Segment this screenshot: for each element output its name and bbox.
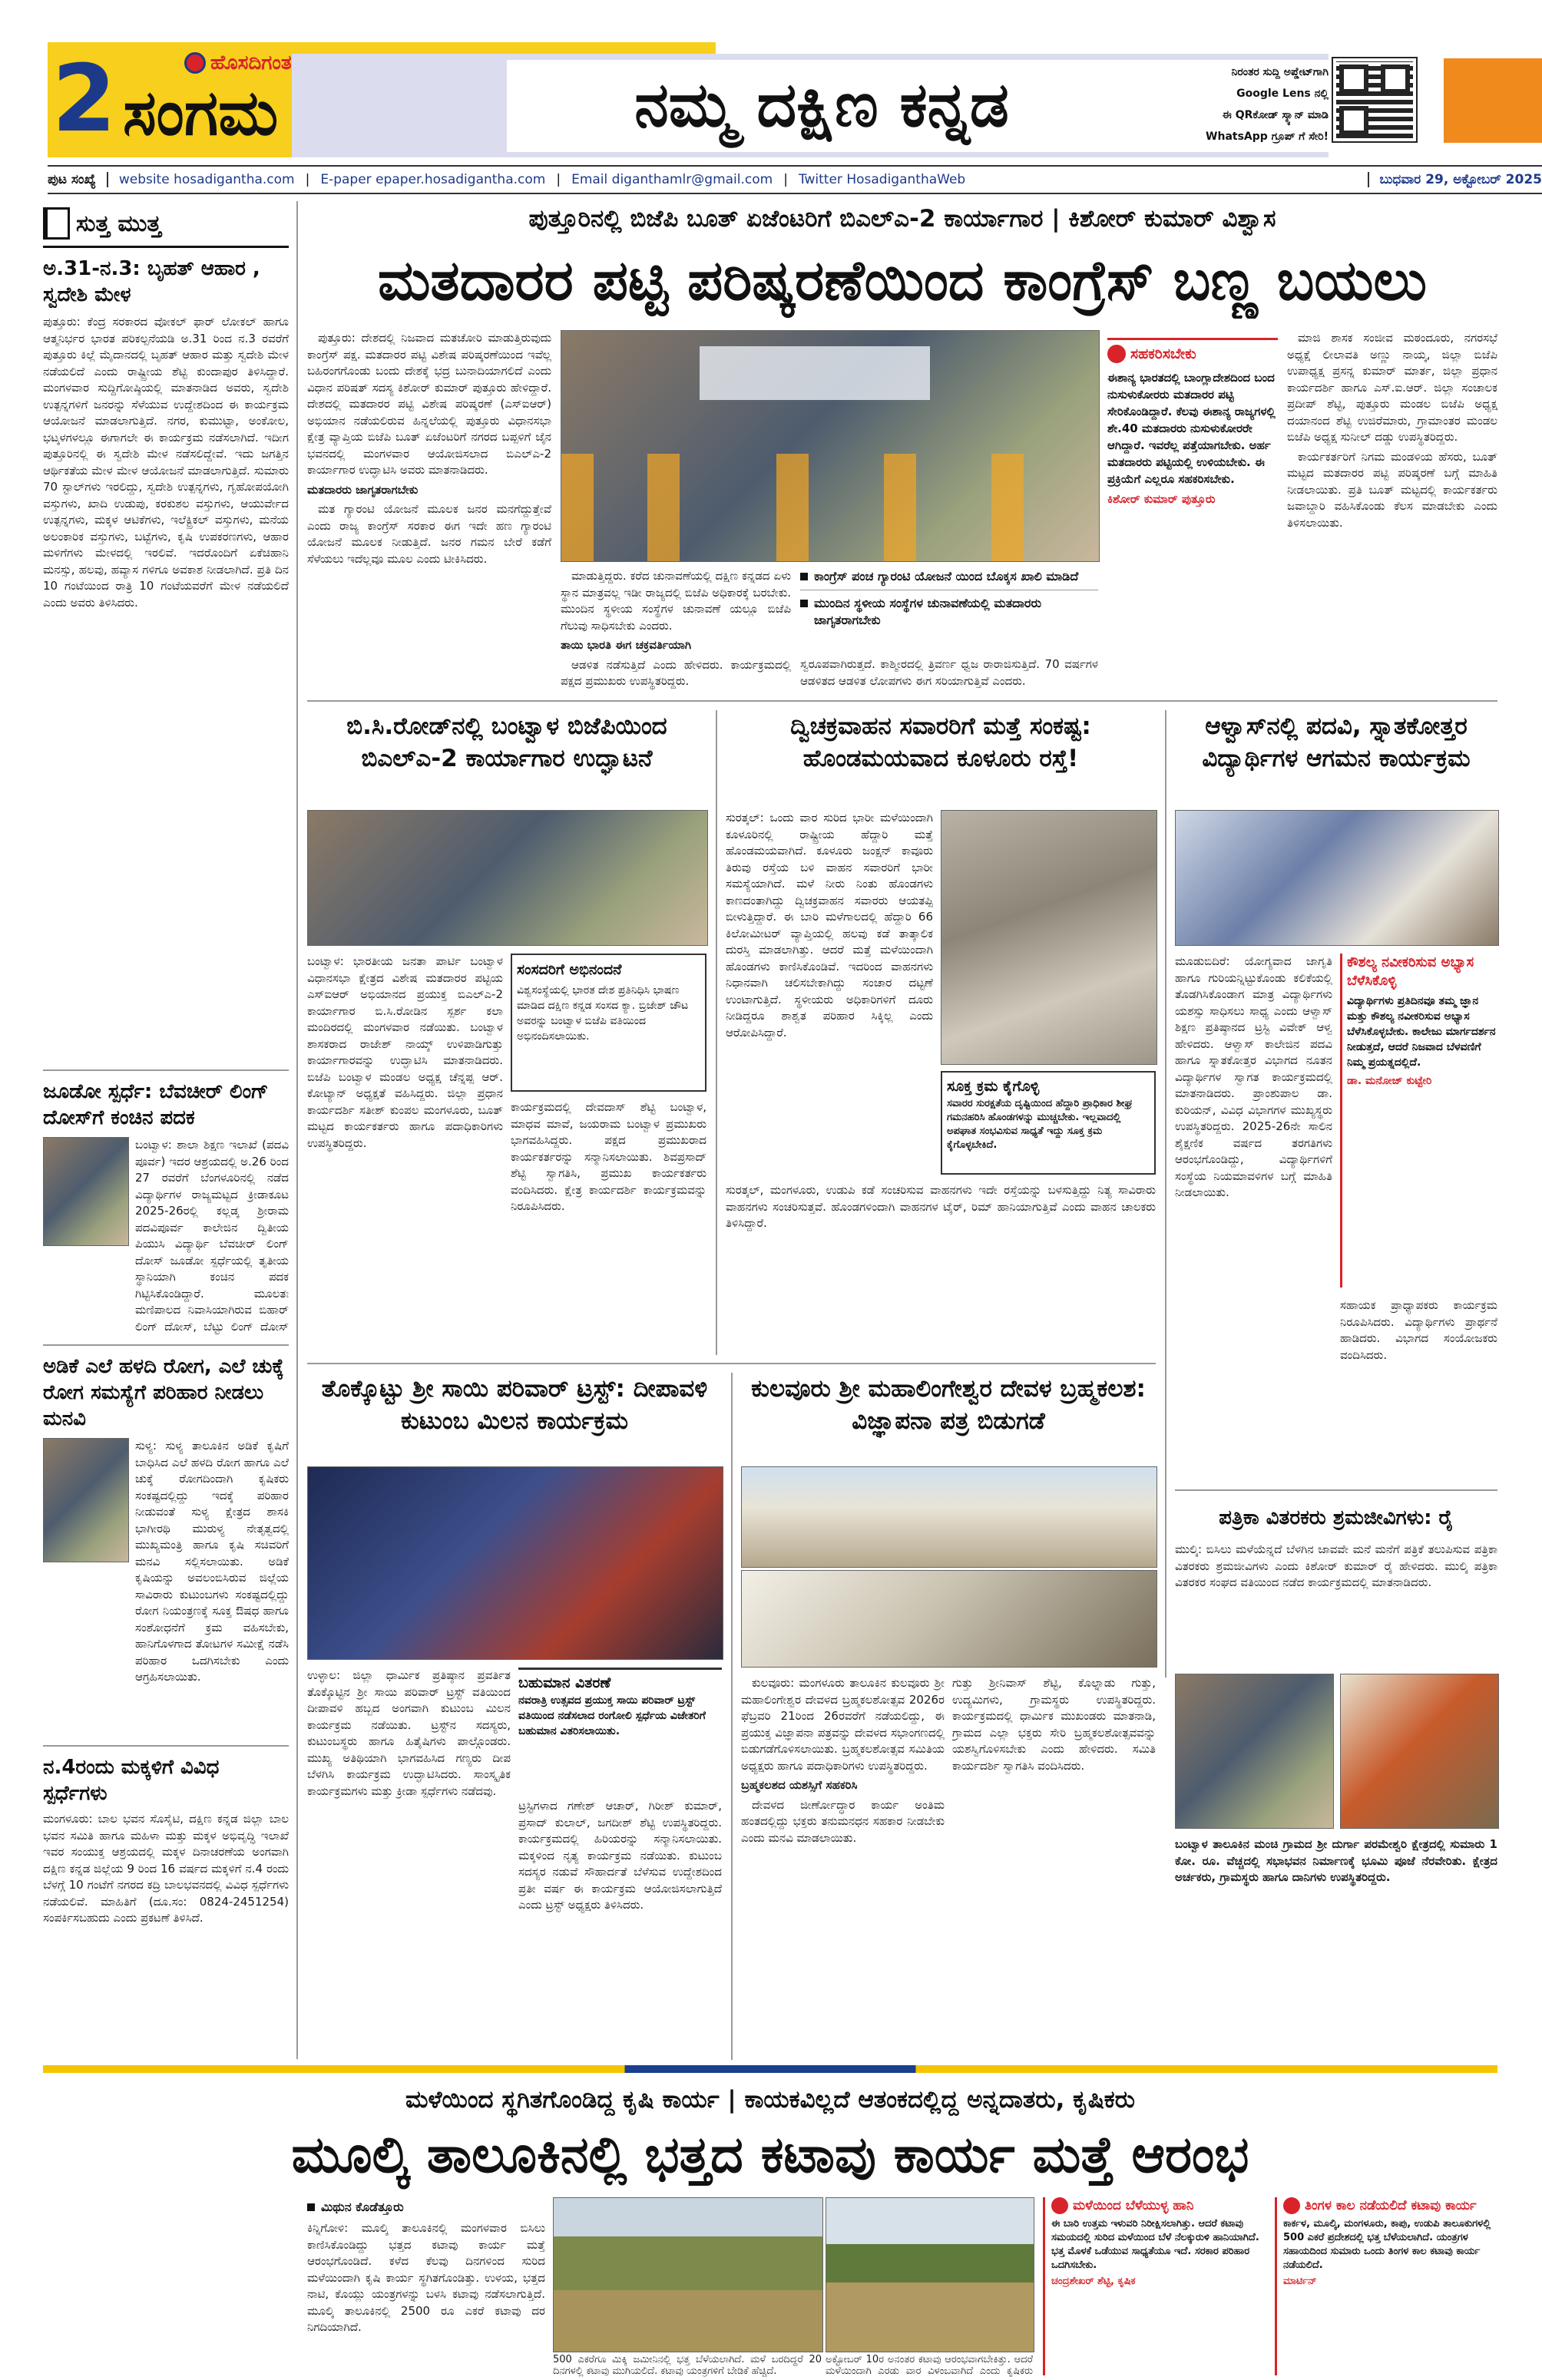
sidebar-story2-title: ಜೂಡೋ ಸ್ಪರ್ಧೆ: ಬೆವಚೀರ್ ಲಿಂಗ್ ದೋಸ್‌ಗೆ ಕಂಚಿನ ಪದಕ	[43, 1069, 289, 1131]
qr-promo: ನಿರಂತರ ಸುದ್ದಿ ಅಪ್ಡೇಟ್‌ಗಾಗಿ Google Lens ನಲ್ಲಿ ಈ QRಕೋಡ್ ಸ್ಕ್ಯಾನ್ ಮಾಡಿ WhatsApp ಗ್ರೂಪ್ ಗೆ ಸೇರಿ!	[1206, 66, 1329, 143]
sidebar-story3-body: ಸುಳ್ಯ: ಸುಳ್ಯ ತಾಲೂಕಿನ ಅಡಿಕೆ ಕೃಷಿಗೆ ಬಾಧಿಸಿದ ಎಲೆ ಹಳದಿ ರೋಗ ಹಾಗೂ ಎಲೆ ಚುಕ್ಕೆ ರೋಗದಿಂದಾಗಿ ಕೃಷಿಕರು ಸಂಕಷ್ಟದಲ್ಲಿದ್ದು ಇದಕ್ಕೆ ಪರಿಹಾರ ನೀಡುವಂತೆ ಸುಳ್ಯ ಕ್ಷೇತ್ರದ ಶಾಸಕಿ ಭಾಗೀರಥಿ ಮುರುಳ್ಯ ನೇತೃತ್ವದಲ್ಲಿ ಮುಖ್ಯಮಂತ್ರಿ ಹಾಗೂ ಕೃಷಿ ಸಚಿವರಿಗೆ ಮನವಿ ಸಲ್ಲಿಸಲಾಯಿತು. ಅಡಿಕೆ ಕೃಷಿಯನ್ನು ಅವಲಂಬಿಸಿರುವ ಜಿಲ್ಲೆಯ ಸಾವಿರಾರು ಕುಟುಂಬಗಳು ಸಂಕಷ್ಟದಲ್ಲಿದ್ದು ರೋಗ ನಿಯಂತ್ರಣಕ್ಕೆ ಸೂಕ್ತ ಔಷಧ ಹಾಗೂ ಸಂಶೋಧನೆಗೆ ಕ್ರಮ ವಹಿಸಬೇಕು, ಹಾನಿಗೊಳಗಾದ ತೋಟಗಳ ಸಮೀಕ್ಷೆ ನಡೆಸಿ ಪರಿಹಾರ ಒದಗಿಸಬೇಕು ಎಂದು ಆಗ್ರಹಿಸಲಾಯಿತು.	[135, 1439, 289, 1684]
bullet-square-icon	[800, 600, 808, 607]
bottom-col2: 500 ಎಕರೆಗೂ ಮಿಕ್ಕಿ ಜಮೀನಿನಲ್ಲಿ ಭತ್ತ ಬೆಳೆಯಲಾಗಿದೆ. ಮಳೆ ಬರದಿದ್ದರೆ 20 ದಿನಗಳಲ್ಲಿ ಕಟಾವು ಮುಗಿಯಲಿದೆ. ಕಟಾವು ಯಂತ್ರಗಳಿಗೆ ಬೇಡಿಕೆ ಹೆಚ್ಚಿದೆ.	[553, 2354, 822, 2377]
sidebar-story2-body: ಬಂಟ್ವಾಳ: ಶಾಲಾ ಶಿಕ್ಷಣ ಇಲಾಖೆ (ಪದವಿ ಪೂರ್ವ) ಇದರ ಆಶ್ರಯದಲ್ಲಿ ಅ.26 ರಿಂದ 27 ರವರೆಗೆ ಬೆಂಗಳೂರಿನಲ್ಲಿ ನಡೆದ ವಿದ್ಯಾರ್ಥಿಗಳ ರಾಜ್ಯಮಟ್ಟದ ಕ್ರೀಡಾಕೂಟ 2025-26ರಲ್ಲಿ ಕಲ್ಲಡ್ಕ ಶ್ರೀರಾಮ ಪದವಿಪೂರ್ವ ಕಾಲೇಜಿನ ದ್ವಿತೀಯ ಪಿಯುಸಿ ವಿದ್ಯಾರ್ಥಿ ಬೆವಚೀರ್ ಲಿಂಗ್ ದೋಸ್ ಜೂಡೋ ಸ್ಪರ್ಧೆಯಲ್ಲಿ ತೃತೀಯ ಸ್ಥಾನಿಯಾಗಿ ಕಂಚಿನ ಪದಕ ಗಿಟ್ಟಿಸಿಕೊಂಡಿದ್ದಾರೆ. ಮೂಲತಃ ಮಣಿಪಾಲದ ನಿವಾಸಿಯಾಗಿರುವ ಬಿಹಾರ್ ಲಿಂಗ್ ದೋಸ್, ಬೆಟ್ಟು ಲಿಂಗ್ ದೋಸ್	[135, 1138, 289, 1334]
bottom-box1: ಮಳೆಯಿಂದ ಬೆಳೆಯುಳ್ಳ ಹಾನಿ ಈ ಬಾರಿ ಉತ್ತಮ ಇಳುವರಿ ನಿರೀಕ್ಷಿಸಲಾಗಿತ್ತು. ಆದರೆ ಕಟಾವು ಸಮಯದಲ್ಲಿ ಸುರಿದ ಮಳೆಯಿಂದ ಬೆಳೆ ನೆಲಕ್ಕುರುಳಿ ಹಾನಿಯಾಗಿದೆ. ಭತ್ತ ಮೊಳಕೆ ಒಡೆಯುವ ಸಾಧ್ಯತೆಯೂ ಇದೆ. ಸರಕಾರ ಪರಿಹಾರ ಒದಗಿಸಬೇಕು. ಚಂದ್ರಶೇಖರ್ ಶೆಟ್ಟಿ, ಕೃಷಿಕ	[1043, 2197, 1266, 2375]
bc-box: ಸಂಸದರಿಗೆ ಅಭಿನಂದನೆ ವಿಶ್ವಸಂಸ್ಥೆಯಲ್ಲಿ ಭಾರತ ದೇಶ ಪ್ರತಿನಿಧಿಸಿ ಭಾಷಣ ಮಾಡಿದ ದಕ್ಷಿಣ ಕನ್ನಡ ಸಂಸದ ಕ್ಯಾ. ಬ್ರಿಜೇಶ್ ಚೌಟ ಅವರನ್ನು ಬಂಟ್ವಾಳ ಬಿಜೆಪಿ ವತಿಯಿಂದ ಅಭಿನಂದಿಸಲಾಯಿತು.	[511, 954, 706, 1092]
quote-icon	[1283, 2197, 1300, 2214]
alvas-body: ಮೂಡುಬಿದಿರೆ: ಯೋಗ್ಯವಾದ ಜಾಗೃತಿ ಹಾಗೂ ಗುರಿಯನ್ನಿಟ್ಟುಕೊಂಡು ಕಲಿಕೆಯಲ್ಲಿ ತೊಡಗಿಸಿಕೊಂಡಾಗ ಮಾತ್ರ ವಿದ್ಯಾರ್ಥಿಗಳು ಯಶಸ್ಸು ಸಾಧಿಸಲು ಸಾಧ್ಯ ಎಂದು ಆಳ್ವಾಸ್ ಶಿಕ್ಷಣ ಪ್ರತಿಷ್ಠಾನದ ಟ್ರಸ್ಟಿ ವಿವೇಕ್ ಆಳ್ವ ಹೇಳಿದರು. ಆಳ್ವಾಸ್ ಕಾಲೇಜಿನ ಪದವಿ ಹಾಗೂ ಸ್ನಾತಕೋತ್ತರ ವಿಭಾಗದ ನೂತನ ವಿದ್ಯಾರ್ಥಿಗಳ ಸ್ವಾಗತ ಕಾರ್ಯಕ್ರಮದಲ್ಲಿ ಮಾತನಾಡಿದರು. ಪ್ರಾಂಶುಪಾಲ ಡಾ. ಕುರಿಯನ್, ವಿವಿಧ ವಿಭಾಗಗಳ ಮುಖ್ಯಸ್ಥರು ಉಪಸ್ಥಿತರಿದ್ದರು. 2025-26ನೇ ಸಾಲಿನ ಶೈಕ್ಷಣಿಕ ವರ್ಷದ ತರಗತಿಗಳು ಆರಂಭಗೊಂಡಿದ್ದು, ವಿದ್ಯಾರ್ಥಿಗಳಿಗೆ ಸಂಸ್ಥೆಯ ನಿಯಮಾವಳಿಗಳ ಬಗ್ಗೆ ಮಾಹಿತಿ ನೀಡಲಾಯಿತು.	[1175, 954, 1332, 1199]
info-line: ಪುಟ ಸಂಖ್ಯೆ website hosadigantha.com | E-paper epaper.hosadigantha.com | Email diganthamlr@gmail.com | Twitter HosadiganthaWeb ಬುಧವಾರ 29, ಅಕ್ಟೋಬರ್ 2025	[48, 165, 1542, 194]
bottom-byline: ಮಿಥುನ ಕೊಡೆತ್ತೂರು	[307, 2197, 553, 2217]
judo-athlete-photo	[43, 1137, 129, 1246]
tokkottu-photo	[307, 1466, 723, 1660]
website-link[interactable]: website hosadigantha.com	[118, 172, 295, 187]
road-body2: ಸುರತ್ಕಲ್, ಮಂಗಳೂರು, ಉಡುಪಿ ಕಡೆ ಸಂಚರಿಸುವ ವಾಹನಗಳು ಇದೇ ರಸ್ತೆಯನ್ನು ಬಳಸುತ್ತಿದ್ದು ನಿತ್ಯ ಸಾವಿರಾರು ವಾಹನಗಳು ಸಂಚರಿಸುತ್ತವೆ. ಹೊಂಡಗಳಿಂದಾಗಿ ವಾಹನಗಳ ಟೈರ್, ರಿಮ್ ಹಾನಿಯಾಗುತ್ತಿವೆ ಎಂದು ವಾಹನ ಚಾಲಕರು ತಿಳಿಸಿದ್ದಾರೆ.	[726, 1183, 1156, 1230]
alvas-headline: ಆಳ್ವಾಸ್‌ನಲ್ಲಿ ಪದವಿ, ಸ್ನಾತಕೋತ್ತರ ವಿದ್ಯಾರ್ಥಿಗಳ ಆಗಮನ ಕಾರ್ಯಕ್ರಮ	[1202, 712, 1471, 772]
sidebar-story1-title: ಅ.31-ನ.3: ಬೃಹತ್ ಆಹಾರ , ಸ್ವದೇಶಿ ಮೇಳ	[43, 257, 260, 306]
patrika-body: ಮುಲ್ಕಿ: ಬಿಸಿಲು ಮಳೆಯೆನ್ನದೆ ಬೆಳಗಿನ ಜಾವವೇ ಮನೆ ಮನೆಗೆ ಪತ್ರಿಕೆ ತಲುಪಿಸುವ ಪತ್ರಿಕಾ ವಿತರಕರು ಶ್ರಮಜೀವಿಗಳು ಎಂದು ಕಿಶೋರ್ ಕುಮಾರ್ ರೈ ಹೇಳಿದರು. ಮುಲ್ಕಿ ಪತ್ರಿಕಾ ವಿತರಕರ ಸಂಘದ ವತಿಯಿಂದ ನಡೆದ ಕಾರ್ಯಕ್ರಮದಲ್ಲಿ ಮಾತನಾಡಿದರು.	[1175, 1542, 1497, 1589]
bottom-col1: ಕಿನ್ನಿಗೋಳಿ: ಮೂಲ್ಕಿ ತಾಲೂಕಿನಲ್ಲಿ ಮಂಗಳವಾರ ಬಿಸಿಲು ಕಾಣಿಸಿಕೊಂಡಿದ್ದು ಭತ್ತದ ಕಟಾವು ಕಾರ್ಯ ಮತ್ತೆ ಆರಂಭಗೊಂಡಿದೆ. ಕಳೆದ ಕೆಲವು ದಿನಗಳಿಂದ ಸುರಿದ ಮಳೆಯಿಂದಾಗಿ ಕೃಷಿ ಕಾರ್ಯ ಸ್ಥಗಿತಗೊಂಡಿತ್ತು. ಉಳಯ, ಭತ್ತದ ನಾಟಿ, ಕೊಯ್ಲು ಯಂತ್ರಗಳನ್ನು ಬಳಸಿ ಕಟಾವು ನಡೆಸಲಾಗುತ್ತಿದೆ. ಮೂಲ್ಕಿ ತಾಲೂಕಿನಲ್ಲಿ 2500 ರೂ ಎಕರೆ ಕಟಾವು ದರ ನಿಗದಿಯಾಗಿದೆ.	[307, 2221, 545, 2334]
lead-photo-workshop	[561, 330, 1100, 562]
sidebar-story4-body: ಮಂಗಳೂರು: ಬಾಲ ಭವನ ಸೊಸೈಟಿ, ದಕ್ಷಿಣ ಕನ್ನಡ ಜಿಲ್ಲಾ ಬಾಲ ಭವನ ಸಮಿತಿ ಹಾಗೂ ಮಹಿಳಾ ಮತ್ತು ಮಕ್ಕಳ ಅಭಿವೃದ್ಧಿ ಇಲಾಖೆ ಇವರ ಸಂಯುಕ್ತ ಆಶ್ರಯದಲ್ಲಿ ಮಕ್ಕಳ ದಿನಾಚರಣೆಯ ಅಂಗವಾಗಿ ದಕ್ಷಿಣ ಕನ್ನಡ ಜಿಲ್ಲೆಯ 9 ರಿಂದ 16 ವರ್ಷದ ಮಕ್ಕಳಿಗೆ ನ.4 ರಂದು ಬೆಳಗ್ಗೆ 10 ಗಂಟೆಗೆ ನಗರದ ಕದ್ರಿ ಬಾಲಭವನದಲ್ಲಿ ವಿವಿಧ ಸ್ಪರ್ಧೆಗಳು ನಡೆಯಲಿವೆ. ಮಾಹಿತಿಗೆ (ದೂ.ಸಂ: 0824-2451254) ಸಂಪರ್ಕಿಸಬಹುದು ಎಂದು ಪ್ರಕಟಣೆ ತಿಳಿಸಿದೆ.	[43, 1812, 289, 1925]
row2-rule2	[1165, 710, 1166, 1678]
book-icon	[43, 207, 70, 240]
tokkottu-col2: ಟ್ರಸ್ಟಿಗಳಾದ ಗಣೇಶ್ ಆಚಾರ್, ಗಿರೀಶ್ ಕುಮಾರ್, ಪ್ರಸಾದ್ ಕುಲಾಲ್, ಜಗದೀಶ್ ಶೆಟ್ಟಿ ಉಪಸ್ಥಿತರಿದ್ದರು. ಕಾರ್ಯಕ್ರಮದಲ್ಲಿ ಹಿರಿಯರನ್ನು ಸನ್ಮಾನಿಸಲಾಯಿತು. ಮಕ್ಕಳಿಂದ ನೃತ್ಯ ಕಾರ್ಯಕ್ರಮ ನಡೆಯಿತು. ಕುಟುಂಬ ಸದಸ್ಯರ ನಡುವೆ ಸೌಹಾರ್ದತೆ ಬೆಳೆಸುವ ಉದ್ದೇಶದಿಂದ ಪ್ರತೀ ವರ್ಷ ಈ ಕಾರ್ಯಕ್ರಮ ಆಯೋಜಿಸಲಾಗುತ್ತಿದೆ ಎಂದು ಟ್ರಸ್ಟ್ ಅಧ್ಯಕ್ಷರು ತಿಳಿಸಿದರು.	[518, 1799, 722, 1912]
epaper-link[interactable]: E-paper epaper.hosadigantha.com	[320, 172, 546, 187]
kulavoor-col2: ಗುತ್ತು ಶ್ರೀನಿವಾಸ್ ಶೆಟ್ಟಿ, ಕೊಲ್ನಾಡು ಗುತ್ತು, ಉದ್ಯಮಿಗಳು, ಗ್ರಾಮಸ್ಥರು ಉಪಸ್ಥಿತರಿದ್ದರು. ಕಾರ್ಯಕ್ರಮದಲ್ಲಿ ಧಾರ್ಮಿಕ ಮುಖಂಡರು ಮಾತನಾಡಿ, ಗ್ರಾಮದ ಎಲ್ಲಾ ಭಕ್ತರು ಸೇರಿ ಬ್ರಹ್ಮಕಲಶೋತ್ಸವವನ್ನು ಯಶಸ್ವಿಗೊಳಿಸಬೇಕು ಎಂದು ಹೇಳಿದರು. ಸಮಿತಿ ಕಾರ್ಯದರ್ಶಿ ಸ್ವಾಗತಿಸಿ ವಂದಿಸಿದರು.	[952, 1676, 1156, 1773]
lead-col2: ಮಾಡುತ್ತಿದ್ದರು. ಕರೆದ ಚುನಾವಣೆಯಲ್ಲಿ ದಕ್ಷಿಣ ಕನ್ನಡದ ಏಳು ಸ್ಥಾನ ಮಾತ್ರವಲ್ಲ ಇಡೀ ರಾಜ್ಯದಲ್ಲಿ ಬಿಜೆಪಿ ಅಧಿಕಾರಕ್ಕೆ ಬರಬೇಕು. ಮುಂದಿನ ಸ್ಥಳೀಯ ಸಂಸ್ಥೆಗಳ ಚುನಾವಣೆ ಯಲ್ಲೂ ಬಿಜೆಪಿ ಗೆಲುವು ಸಾಧಿಸಬೇಕು ಎಂದರು. ತಾಯಿ ಭಾರತಿ ಈಗ ಚಕ್ರವರ್ತಿಯಾಗಿ ಆಡಳಿತ ನಡೆಸುತ್ತಿದೆ ಎಂದು ಹೇಳಿದರು. ಕಾರ್ಯಕ್ರಮದಲ್ಲಿ ಪಕ್ಷದ ಪ್ರಮುಖರು ಉಪಸ್ಥಿತರಿದ್ದರು.	[561, 569, 791, 688]
section-name: ಸಂಗಮ	[123, 77, 279, 150]
sidebar-story1-body: ಪುತ್ತೂರು: ಕೆಂದ್ರ ಸರಕಾರದ ವೋಕಲ್ ಫಾರ್ ಲೋಕಲ್ ಹಾಗೂ ಆತ್ಮನಿರ್ಭರ ಭಾರತ ಪರಿಕಲ್ಪನೆಯಡಿ ಅ.31 ರಿಂದ ನ.3 ರವರೆಗೆ ಪುತ್ತೂರು ಕಿಲ್ಲೆ ಮೈದಾನದಲ್ಲಿ ಬೃಹತ್ ಆಹಾರ ಮತ್ತು ಸ್ವದೇಶಿ ಮೇಳ ನಡೆಯಲಿದೆ ಎಂದು ರಾಷ್ಟ್ರೀಯ ಶೆಟ್ಟಿ ಕುಂದಾಪುರ ತಿಳಿಸಿದ್ದಾರೆ. ಮಂಗಳವಾರ ಸುದ್ದಿಗೋಷ್ಠಿಯಲ್ಲಿ ಮಾತನಾಡಿದ ಅವರು, ಸ್ವದೇಶಿ ಉತ್ಪನ್ನಗಳಿಗೆ ಜನರನ್ನು ಸೆಳೆಯುವ ಉದ್ದೇಶದಿಂದ ಈ ಕಾರ್ಯಕ್ರಮ ಆಯೋಜನೆ ಮಾಡಲಾಗುತ್ತಿದೆ. ನಗರ, ಕುಮುಟ್ಟಾ, ಅಂಕೋಲ, ಭಟ್ಕಳಗಳಲ್ಲೂ ಈಗಾಗಲೇ ಈ ಕಾರ್ಯಕ್ರಮ ನಡೆಸಲಾಗಿದೆ. ಇದೀಗ ಪುತ್ತೂರಿನಲ್ಲಿ ಈ ಸ್ವದೇಶಿ ಮೇಳ ನಡೆಸಲಿದ್ದೇವೆ. ಇದು ಜಗತ್ತಿನ ಆರ್ಥಿಕತೆಯ ಮೇಳ ಮೇಳ ಆಯೋಜನೆ ಮಾಡಲಾಗುತ್ತಿದೆ. ಸುಮಾರು 70 ಸ್ಟಾಲ್‌ಗಳು ಇರಲಿದ್ದು, ಸ್ವದೇಶಿ ಉತ್ಪನ್ನಗಳು, ಗೃಹೋಪಯೋಗಿ ವಸ್ತುಗಳು, ಖಾದಿ ಉಡುಪು, ಕರಕುಶಲ ವಸ್ತುಗಳು, ಆಯುರ್ವೇದ ಉತ್ಪನ್ನಗಳು, ಮಕ್ಕಳ ಆಟಿಕೆಗಳು, ಇಲೆಕ್ಟ್ರಿಕಲ್ ವಸ್ತುಗಳು, ಮನೆಯ ಅಲಂಕಾರಿಕ ವಸ್ತುಗಳು, ಬಟ್ಟೆಗಳು, ಕೃಷಿ ಉಪಕರಣಗಳು, ಆಹಾರ ಮಳಿಗೆಗಳು ಮೇಳದಲ್ಲಿ ಇರಲಿವೆ. ಇದರೊಂದಿಗೆ ಏಕೆಚಿಹಾನಿ ಮನಸ್ಸು, ಹಲವು, ಹವ್ಯಾಸ ಗಳಿಗೂ ಅವಕಾಶ ನೀಡಲಾಗಿದೆ. ಪ್ರತಿ ದಿನ 10 ಗಂಟೆಯಿಂದ ರಾತ್ರಿ 10 ಗಂಟೆಯವರೆಗೆ ಮೇಳ ನಡೆಯಲಿದೆ ಎಂದು ಅವರು ತಿಳಿಸಿದರು.	[43, 315, 289, 610]
memorandum-photo	[43, 1438, 129, 1562]
sidebar-rule	[296, 201, 298, 2059]
bottom-kicker: ಮಳೆಯಿಂದ ಸ್ಥಗಿತಗೊಂಡಿದ್ದ ಕೃಷಿ ಕಾರ್ಯ | ಕಾಯಕವಿಲ್ಲದೆ ಆತಂಕದಲ್ಲಿದ್ದ ಅನ್ನದಾತರು, ಕೃಷಿಕರು	[405, 2086, 1136, 2114]
lead-headline: ಮತದಾರರ ಪಟ್ಟಿ ಪರಿಷ್ಕರಣೆಯಿಂದ ಕಾಂಗ್ರೆಸ್ ಬಣ್ಣ ಬಯಲು	[377, 248, 1428, 312]
quote-icon	[1051, 2197, 1068, 2214]
qr-code[interactable]	[1333, 58, 1416, 141]
road-body: ಸುರತ್ಕಲ್: ಒಂದು ವಾರ ಸುರಿದ ಭಾರೀ ಮಳೆಯಿಂದಾಗಿ ಕೂಳೂರಿನಲ್ಲಿ ರಾಷ್ಟ್ರೀಯ ಹೆದ್ದಾರಿ ಮತ್ತೆ ಹೊಂಡಮಯವಾಗಿದೆ. ಕೂಳೂರು ಜಂಕ್ಷನ್ ಕಾವೂರು ತಿರುವು ರಸ್ತೆಯ ಬಳಿ ವಾಹನ ಸವಾರರಿಗೆ ಭಾರೀ ಸಮಸ್ಯೆಯಾಗಿದೆ. ಮಳೆ ನೀರು ನಿಂತು ಹೊಂಡಗಳು ಕಾಣದಂತಾಗಿದ್ದು ದ್ವಿಚಕ್ರವಾಹನ ಸವಾರರು ಆಯತಪ್ಪಿ ಬೀಳುತ್ತಿದ್ದಾರೆ. ಈ ಬಾರಿ ಮಳೆಗಾಲದಲ್ಲಿ ಹೆದ್ದಾರಿ 66 ಕಿಲೋಮೀಟರ್ ವ್ಯಾಪ್ತಿಯಲ್ಲಿ ಹಲವು ಕಡೆ ತಾತ್ಕಾಲಿಕ ದುರಸ್ತಿ ಮಾಡಲಾಗಿತ್ತು. ಆದರೆ ಮತ್ತೆ ಮಳೆಯಿಂದಾಗಿ ಹೊಂಡಗಳು ಕಾಣಿಸಿಕೊಂಡಿವೆ. ಇದರಿಂದ ವಾಹನಗಳು ನಿಧಾನವಾಗಿ ಚಲಿಸಬೇಕಾಗಿದ್ದು ಸಂಚಾರ ದಟ್ಟಣೆ ಉಂಟಾಗುತ್ತಿದೆ. ಸ್ಥಳೀಯರು ಅಧಿಕಾರಿಗಳಿಗೆ ದೂರು ನೀಡಿದ್ದರೂ ಶಾಶ್ವತ ಪರಿಹಾರ ಸಿಕ್ಕಿಲ್ಲ ಎಂದು ಆರೋಪಿಸಿದ್ದಾರೆ.	[726, 811, 933, 1040]
patrika-photo-left	[1175, 1674, 1334, 1829]
alvas-box: ಕೌಶಲ್ಯ ನವೀಕರಿಸುವ ಅಭ್ಯಾಸ ಬೆಳೆಸಿಕೊಳ್ಳಿ ವಿದ್ಯಾರ್ಥಿಗಳು ಪ್ರತಿದಿನವೂ ತಮ್ಮ ಜ್ಞಾನ ಮತ್ತು ಕೌಶಲ್ಯ ನವೀಕರಿಸುವ ಅಭ್ಯಾಸ ಬೆಳೆಸಿಕೊಳ್ಳಬೇಕು. ಕಾಲೇಜು ಮಾರ್ಗದರ್ಶನ ನೀಡುತ್ತದೆ, ಆದರೆ ನಿಜವಾದ ಬೆಳವಣಿಗೆ ನಿಮ್ಮ ಪ್ರಯತ್ನದಲ್ಲಿದೆ. ಡಾ. ಮನೋಜ್ ಕುಟ್ಟೇರಿ	[1340, 954, 1497, 1288]
section-divider-band	[43, 2065, 1497, 2073]
bottom-headline: ಮೂಲ್ಕಿ ತಾಲೂಕಿನಲ್ಲಿ ಭತ್ತದ ಕಟಾವು ಕಾರ್ಯ ಮತ್ತೆ ಆರಂಭ	[291, 2125, 1249, 2184]
patrika-headline: ಪತ್ರಿಕಾ ವಿತರಕರು ಶ್ರಮಜೀವಿಗಳು: ರೈ	[1219, 1506, 1454, 1529]
lead-bottom-rule	[307, 700, 1497, 702]
lead-callout: ಸಹಕರಿಸಬೇಕು ಈಶಾನ್ಯ ಭಾರತದಲ್ಲಿ ಬಾಂಗ್ಲಾದೇಶದಿಂದ ಬಂದ ನುಸುಳುಕೋರರು ಮತದಾರರ ಪಟ್ಟಿ ಸೇರಿಕೊಂಡಿದ್ದಾರೆ. ಕೆಲವು ಈಶಾನ್ಯ ರಾಜ್ಯಗಳಲ್ಲಿ ಶೇ.40 ಮತದಾರರು ನುಸುಳುಕೋರರೇ ಆಗಿದ್ದಾರೆ. ಇವರೆಲ್ಲ ಪತ್ತೆಯಾಗಬೇಕು. ಅರ್ಹ ಮತದಾರರು ಪಟ್ಟಿಯಲ್ಲಿ ಉಳಿಯಬೇಕು. ಈ ಪ್ರಕ್ರಿಯೆಗೆ ಎಲ್ಲರೂ ಸಹಕರಿಸಬೇಕು. ಕಿಶೋರ್ ಕುಮಾರ್ ಪುತ್ತೂರು	[1107, 338, 1278, 693]
tokkottu-box: ಬಹುಮಾನ ವಿತರಣೆ ನವರಾತ್ರಿ ಉತ್ಸವದ ಪ್ರಯುಕ್ತ ಸಾಯಿ ಪರಿವಾರ್ ಟ್ರಸ್ಟ್ ವತಿಯಿಂದ ನಡೆಸಲಾದ ರಂಗೋಲಿ ಸ್ಪರ್ಧೆಯ ವಿಜೇತರಿಗೆ ಬಹುಮಾನ ವಿತರಿಸಲಾಯಿತು.	[518, 1668, 722, 1793]
bc-col1: ಬಂಟ್ವಾಳ: ಭಾರತೀಯ ಜನತಾ ಪಾರ್ಟಿ ಬಂಟ್ವಾಳ ವಿಧಾನಸಭಾ ಕ್ಷೇತ್ರದ ವಿಶೇಷ ಮತದಾರರ ಪಟ್ಟಿಯ ಎಸ್‌ಐಆರ್ ಅಭಿಯಾನದ ಪ್ರಯುಕ್ತ ಬಿಎಲ್‌ಎ-2 ಕಾರ್ಯಾಗಾರ ಬಿ.ಸಿ.ರೋಡಿನ ಸ್ಪರ್ಶ ಕಲಾ ಮಂದಿರದಲ್ಲಿ ಮಂಗಳವಾರ ನಡೆಯಿತು. ಬಂಟ್ವಾಳ ಶಾಸಕರಾದ ರಾಜೇಶ್ ನಾಯ್ಕ್ ಉಳಿಪಾಡಿಗುತ್ತು ಕಾರ್ಯಾಗಾರವನ್ನು ಉದ್ಘಾಟಿಸಿ ಮಾತನಾಡಿದರು. ಬಿಜೆಪಿ ಬಂಟ್ವಾಳ ಮಂಡಲ ಅಧ್ಯಕ್ಷ ಚೆನ್ನಪ್ಪ ಆರ್. ಕೋಟ್ಯಾನ್ ಅಧ್ಯಕ್ಷತೆ ವಹಿಸಿದ್ದರು. ಜಿಲ್ಲಾ ಪ್ರಧಾನ ಕಾರ್ಯದರ್ಶಿ ಸತೀಶ್ ಕುಂಪಲ ಮಂಗಳೂರು, ಬೂತ್ ಮಟ್ಟದ ಕಾರ್ಯಕರ್ತರು ಹಾಗೂ ಪದಾಧಿಕಾರಿಗಳು ಉಪಸ್ಥಿತರಿದ್ದರು.	[307, 954, 503, 1150]
lead-kicker: ಪುತ್ತೂರಿನಲ್ಲಿ ಬಿಜೆಪಿ ಬೂತ್ ಏಜೆಂಟರಿಗೆ ಬಿಎಲ್‌ಎ-2 ಕಾರ್ಯಾಗಾರ | ಕಿಶೋರ್ ಕುಮಾರ್ ವಿಶ್ವಾಸ	[528, 205, 1276, 233]
email-link[interactable]: Email diganthamlr@gmail.com	[571, 172, 773, 187]
sidebar-header: ಸುತ್ತ ಮುತ್ತ	[43, 201, 289, 248]
flame-icon	[184, 52, 206, 74]
alvas-photo	[1175, 810, 1499, 946]
patrika-body2: ಬಂಟ್ವಾಳ ತಾಲೂಕಿನ ಮಂಚಿ ಗ್ರಾಮದ ಶ್ರೀ ದುರ್ಗಾ ಪರಮೇಶ್ವರಿ ಕ್ಷೇತ್ರದಲ್ಲಿ ಸುಮಾರು 1 ಕೋ. ರೂ. ವೆಚ್ಚದಲ್ಲಿ ಸಭಾಭವನ ನಿರ್ಮಾಣಕ್ಕೆ ಭೂಮಿ ಪೂಜೆ ನೆರವೇರಿತು. ಕ್ಷೇತ್ರದ ಅರ್ಚಕರು, ಗ್ರಾಮಸ್ಥರು ಹಾಗೂ ದಾನಿಗಳು ಉಪಸ್ಥಿತರಿದ್ದರು.	[1175, 1837, 1497, 1884]
patrika-photo-right	[1340, 1674, 1499, 1829]
edition-title: ನಮ್ಮ ದಕ್ಷಿಣ ಕನ್ನಡ	[634, 69, 1009, 140]
row2-rule1	[716, 710, 717, 1355]
kulavoor-photo-group	[741, 1570, 1157, 1668]
bullet-square-icon	[307, 2203, 315, 2211]
row2-bottom-rule	[307, 1363, 1156, 1364]
paper-logo: ಹೊಸದಿಗಂತ	[184, 48, 369, 78]
row3-rule1	[731, 1373, 733, 2060]
lead-bullets: ಕಾಂಗ್ರೆಸ್ ಪಂಚ ಗ್ಯಾರಂಟಿ ಯೋಜನೆ ಯಿಂದ ಬೊಕ್ಕಸ ಖಾಲಿ ಮಾಡಿದೆ ಮುಂದಿನ ಸ್ಥಳೀಯ ಸಂಸ್ಥೆಗಳ ಚುನಾವಣೆಯಲ್ಲಿ ಮತದಾರರು ಜಾಗೃತರಾಗಬೇಕು	[800, 568, 1098, 653]
quote-icon	[1107, 345, 1126, 363]
lead-col1: ಪುತ್ತೂರು: ದೇಶದಲ್ಲಿ ನಿಜವಾದ ಮತಚೋರಿ ಮಾಡುತ್ತಿರುವುದು ಕಾಂಗ್ರೆಸ್ ಪಕ್ಷ. ಮತದಾರರ ಪಟ್ಟಿ ವಿಶೇಷ ಪರಿಷ್ಕರಣೆಯಿಂದ ಇವೆಲ್ಲ ಬಹಿರಂಗಗೊಂಡು ಬಂದು ದೇಶಕ್ಕೆ ಭದ್ರ ಬುನಾದಿಯಾಗಲಿದೆ ಎಂದು ವಿಧಾನ ಪರಿಷತ್ ಸದಸ್ಯ ಕಿಶೋರ್ ಕುಮಾರ್ ಪುತ್ತೂರು ಹೇಳಿದ್ದಾರೆ. ದೇಶದಲ್ಲಿ ಮತದಾರರ ಪಟ್ಟಿ ವಿಶೇಷ ಪರಿಷ್ಕರಣೆ (ಎಸ್‌ಐಆರ್) ಅಭಿಯಾನ ನಡೆಯಲಿರುವ ಹಿನ್ನಲೆಯಲ್ಲಿ ಪುತ್ತೂರು ವಿಧಾನಸಭಾ ಕ್ಷೇತ್ರ ವ್ಯಾಪ್ತಿಯ ಬಿಜೆಪಿ ಬೂತ್ ಏಜೆಂಟರಿಗೆ ನಗರದ ಬಪ್ಪಳಿಗೆ ಜೈನ ಭವನದಲ್ಲಿ ಮಂಗಳವಾರ ಆಯೋಜಿಸಲಾದ ಬಿಎಲ್‌ಎ-2 ಕಾರ್ಯಾಗಾರ ಉದ್ಘಾಟಿಸಿ ಅವರು ಮಾತನಾಡಿದರು. ಮತದಾರರು ಜಾಗೃತರಾಗಬೇಕು ಮತ ಗ್ಯಾರಂಟಿ ಯೋಜನೆ ಮೂಲಕ ಜನರ ಮನಗೆದ್ದುತ್ತೇವೆ ಎಂದು ರಾಜ್ಯ ಕಾಂಗ್ರೆಸ್ ಸರಕಾರ ಈಗ ಇದೇ ಹಣ ಗ್ಯಾರಂಟಿ ಯೋಜನೆ ಮೂಲಕ ನೀಡುತ್ತಿದೆ. ಜನರ ಗಮನ ಬೇರೆ ಕಡೆಗೆ ಸೆಳೆಯಲು ಇದೆಲ್ಲವೂ ಮೂಲ ಎಂದು ಟೀಕಿಸಿದರು.	[307, 331, 551, 566]
sidebar-story3-title: ಅಡಿಕೆ ಎಲೆ ಹಳದಿ ರೋಗ, ಎಲೆ ಚುಕ್ಕೆ ರೋಗ ಸಮಸ್ಯೆಗೆ ಪರಿಹಾರ ನೀಡಲು ಮನವಿ	[43, 1344, 289, 1432]
patrika-top-rule	[1175, 1489, 1497, 1491]
bullet-square-icon	[800, 573, 808, 580]
bottom-box2: ತಿಂಗಳ ಕಾಲ ನಡೆಯಲಿದೆ ಕಟಾವು ಕಾರ್ಯ ಕಾರ್ಕಳ, ಮೂಲ್ಕಿ, ಮಂಗಳೂರು, ಕಾಪು, ಉಡುಪಿ ತಾಲೂಕುಗಳಲ್ಲಿ 500 ಎಕರೆ ಪ್ರದೇಶದಲ್ಲಿ ಭತ್ತ ಬೆಳೆಯಲಾಗಿದೆ. ಯಂತ್ರಗಳ ಸಹಾಯದಿಂದ ಸುಮಾರು ಒಂದು ತಿಂಗಳ ಕಾಲ ಕಟಾವು ಕಾರ್ಯ ನಡೆಯಲಿದೆ. ಮಾರ್ಟಿನ್	[1275, 2197, 1497, 2375]
road-box: ಸೂಕ್ತ ಕ್ರಮ ಕೈಗೊಳ್ಳಿ ಸವಾರರ ಸುರಕ್ಷತೆಯ ದೃಷ್ಟಿಯಿಂದ ಹೆದ್ದಾರಿ ಪ್ರಾಧಿಕಾರ ಶೀಘ್ರ ಗಮನಹರಿಸಿ ಹೊಂಡಗಳನ್ನು ಮುಚ್ಚಬೇಕು. ಇಲ್ಲವಾದಲ್ಲಿ ಅಪಘಾತ ಸಂಭವಿಸುವ ಸಾಧ್ಯತೆ ಇದ್ದು ಸೂಕ್ತ ಕ್ರಮ ಕೈಗೊಳ್ಳಬೇಕಿದೆ.	[941, 1071, 1156, 1175]
masthead	[0, 0, 1542, 187]
alvas-body2: ಸಹಾಯಕ ಪ್ರಾಧ್ಯಾಪಕರು ಕಾರ್ಯಕ್ರಮ ನಿರೂಪಿಸಿದರು. ವಿದ್ಯಾರ್ಥಿಗಳು ಪ್ರಾರ್ಥನೆ ಹಾಡಿದರು. ವಿಭಾಗದ ಸಂಯೋಜಕರು ವಂದಿಸಿದರು.	[1340, 1298, 1497, 1362]
issue-date: ಬುಧವಾರ 29, ಅಕ್ಟೋಬರ್ 2025	[1368, 172, 1542, 187]
orange-corner-block	[1444, 58, 1542, 143]
lead-col3-bottom: ಸ್ವರೂಪವಾಗಿರುತ್ತದೆ. ಕಾಶ್ಮೀರದಲ್ಲಿ ತ್ರಿವರ್ಣ ಧ್ವಜ ರಾರಾಜಿಸುತ್ತಿದೆ. 70 ವರ್ಷಗಳ ಆಡಳಿತದ ಆಡಳಿತ ಲೋಪಗಳು ಈಗ ಸರಿಯಾಗುತ್ತಿವೆ ಎಂದರು.	[800, 657, 1098, 688]
sidebar	[43, 201, 289, 2059]
twitter-link[interactable]: Twitter HosadiganthaWeb	[798, 172, 966, 187]
road-photo	[941, 810, 1157, 1065]
lead-col4: ಮಾಜಿ ಶಾಸಕ ಸಂಜೀವ ಮಠಂದೂರು, ನಗರಸಭೆ ಅಧ್ಯಕ್ಷೆ ಲೀಲಾವತಿ ಅಣ್ಣು ನಾಯ್ಕ, ಜಿಲ್ಲಾ ಬಿಜೆಪಿ ಉಪಾಧ್ಯಕ್ಷ ಪ್ರಸನ್ನ ಕುಮಾರ್ ಮಾರ್ತ, ಜಿಲ್ಲಾ ಪ್ರಧಾನ ಕಾರ್ಯದರ್ಶಿ ಹಾಗೂ ಎಸ್.ಐ.ಆರ್. ಜಿಲ್ಲಾ ಸಂಚಾಲಕ ಪ್ರದೀಪ್ ಶೆಟ್ಟಿ, ಪುತ್ತೂರು ಮಂಡಲ ಬಿಜೆಪಿ ಅಧ್ಯಕ್ಷ ದಯಾನಂದ ಶೆಟ್ಟಿ ಉಜಿರೆಮಾರು, ಗ್ರಾಮಾಂತರ ಮಂಡಲ ಬಿಜೆಪಿ ಅಧ್ಯಕ್ಷ ಸುನೀಲ್ ದಡ್ಡು ಉಪಸ್ಥಿತರಿದ್ದರು. ಕಾರ್ಯಕರ್ತರಿಗೆ ನಿಗಮ ಮಂಡಳಿಯ ಹೆಸರು, ಬೂತ್ ಮಟ್ಟದ ಮತದಾರರ ಪಟ್ಟಿ ಪರಿಷ್ಕರಣೆ ಬಗ್ಗೆ ಮಾಹಿತಿ ನೀಡಲಾಯಿತು. ಪ್ರತಿ ಬೂತ್ ಮಟ್ಟದಲ್ಲಿ ಕಾರ್ಯಕರ್ತರು ಜವಾಬ್ದಾರಿ ವಹಿಸಿಕೊಂಡು ಕೆಲಸ ಮಾಡಬೇಕು ಎಂದು ತಿಳಿಸಲಾಯಿತು.	[1287, 331, 1497, 530]
bc-col2: ಕಾರ್ಯಕ್ರಮದಲ್ಲಿ ದೇವದಾಸ್ ಶೆಟ್ಟಿ ಬಂಟ್ವಾಳ, ಮಾಧವ ಮಾವೆ, ಜಯರಾಮ ಬಂಟ್ವಾಳ ಪ್ರಮುಖರು ಭಾಗವಹಿಸಿದ್ದರು. ಪಕ್ಷದ ಪ್ರಮುಖರಾದ ಕಾರ್ಯಕರ್ತರನ್ನು ಸನ್ಮಾನಿಸಲಾಯಿತು. ಶಿವಪ್ರಸಾದ್ ಶೆಟ್ಟಿ ಸ್ವಾಗತಿಸಿ, ಪ್ರಮುಖ ಕಾರ್ಯಕರ್ತರು ವಂದಿಸಿದರು. ಕ್ಷೇತ್ರ ಕಾರ್ಯದರ್ಶಿ ಕಾರ್ಯಕ್ರಮವನ್ನು ನಿರೂಪಿಸಿದರು.	[511, 1100, 706, 1213]
bc-headline: ಬಿ.ಸಿ.ರೋಡ್‌ನಲ್ಲಿ ಬಂಟ್ವಾಳ ಬಿಜೆಪಿಯಿಂದ ಬಿಎಲ್ಎ-2 ಕಾರ್ಯಾಗಾರ ಉದ್ಘಾಟನೆ	[346, 712, 667, 772]
kulavoor-col1: ಕುಲವೂರು: ಮಂಗಳೂರು ತಾಲೂಕಿನ ಕುಲವೂರು ಶ್ರೀ ಮಹಾಲಿಂಗೇಶ್ವರ ದೇವಳದ ಬ್ರಹ್ಮಕಲಶೋತ್ಸವ 2026ರ ಫೆಬ್ರವರಿ 21ರಿಂದ 26ರವರೆಗೆ ನಡೆಯಲಿದ್ದು, ಈ ಪ್ರಯುಕ್ತ ವಿಜ್ಞಾಪನಾ ಪತ್ರವನ್ನು ದೇವಳದ ಸಭಾಂಗಣದಲ್ಲಿ ಬಿಡುಗಡೆಗೊಳಿಸಲಾಯಿತು. ಬ್ರಹ್ಮಕಲಶೋತ್ಸವ ಸಮಿತಿಯ ಅಧ್ಯಕ್ಷರು ಹಾಗೂ ಪದಾಧಿಕಾರಿಗಳು ಉಪಸ್ಥಿತರಿದ್ದರು. ಬ್ರಹ್ಮಕಲಶದ ಯಶಸ್ಸಿಗೆ ಸಹಕರಿಸಿ ದೇವಳದ ಜೀರ್ಣೋದ್ಧಾರ ಕಾರ್ಯ ಅಂತಿಮ ಹಂತದಲ್ಲಿದ್ದು ಭಕ್ತರು ತನುಮನಧನ ಸಹಕಾರ ನೀಡಬೇಕು ಎಂದು ಮನವಿ ಮಾಡಲಾಯಿತು.	[741, 1676, 945, 1845]
kulavoor-photo-temple	[741, 1466, 1157, 1568]
tokkottu-headline: ತೊಕ್ಕೊಟ್ಟು ಶ್ರೀ ಸಾಯಿ ಪರಿವಾರ್ ಟ್ರಸ್ಟ್: ದೀಪಾವಳಿ ಕುಟುಂಬ ಮಿಲನ ಕಾರ್ಯಕ್ರಮ	[321, 1375, 708, 1435]
page-number: 2	[51, 46, 117, 153]
kulavoor-headline: ಕುಲವೂರು ಶ್ರೀ ಮಹಾಲಿಂಗೇಶ್ವರ ದೇವಳ ಬ್ರಹ್ಮಕಲಶ: ವಿಜ್ಞಾಪನಾ ಪತ್ರ ಬಿಡುಗಡೆ	[751, 1375, 1146, 1435]
sidebar-story4-title: ನ.4ರಂದು ಮಕ್ಕಳಿಗೆ ವಿವಿಧ ಸ್ಪರ್ಧೆಗಳು	[43, 1745, 289, 1806]
bottom-col3: ಅಕ್ಟೋಬರ್ 10ರ ಅನಂತರ ಕಟಾವು ಆರಂಭವಾಗಬೇಕಿತ್ತು. ಆದರೆ ಮಳೆಯಿಂದಾಗಿ ಎರಡು ವಾರ ವಿಳಂಬವಾಗಿದೆ ಎಂದು ಕೃಷಿಕರು	[826, 2354, 1033, 2377]
harvester-photo-1	[553, 2197, 823, 2352]
harvester-photo-2	[826, 2197, 1034, 2352]
tokkottu-col1: ಉಳ್ಳಾಲ: ಜಿಲ್ಲಾ ಧಾರ್ಮಿಕ ಪ್ರತಿಷ್ಠಾನ ಪ್ರವರ್ತಿತ ತೊಕ್ಕೊಟ್ಟಿನ ಶ್ರೀ ಸಾಯಿ ಪರಿವಾರ್ ಟ್ರಸ್ಟ್ ವತಿಯಿಂದ ದೀಪಾವಳಿ ಹಬ್ಬದ ಅಂಗವಾಗಿ ಕುಟುಂಬ ಮಿಲನ ಕಾರ್ಯಕ್ರಮ ನಡೆಯಿತು. ಟ್ರಸ್ಟ್‌ನ ಸದಸ್ಯರು, ಕುಟುಂಬಸ್ಥರು ಹಾಗೂ ಹಿತೈಷಿಗಳು ಪಾಲ್ಗೊಂಡರು. ಮುಖ್ಯ ಅತಿಥಿಯಾಗಿ ಭಾಗವಹಿಸಿದ ಗಣ್ಯರು ದೀಪ ಬೆಳಗಿಸಿ ಕಾರ್ಯಕ್ರಮ ಉದ್ಘಾಟಿಸಿದರು. ಸಾಂಸ್ಕೃತಿಕ ಕಾರ್ಯಕ್ರಮಗಳು ಮತ್ತು ಕ್ರೀಡಾ ಸ್ಪರ್ಧೆಗಳು ನಡೆದವು.	[307, 1668, 511, 1798]
bc-photo	[307, 810, 708, 946]
road-headline: ದ್ವಿಚಕ್ರವಾಹನ ಸವಾರರಿಗೆ ಮತ್ತೆ ಸಂಕಷ್ಟ: ಹೊಂಡಮಯವಾದ ಕೂಳೂರು ರಸ್ತೆ!	[790, 712, 1091, 772]
